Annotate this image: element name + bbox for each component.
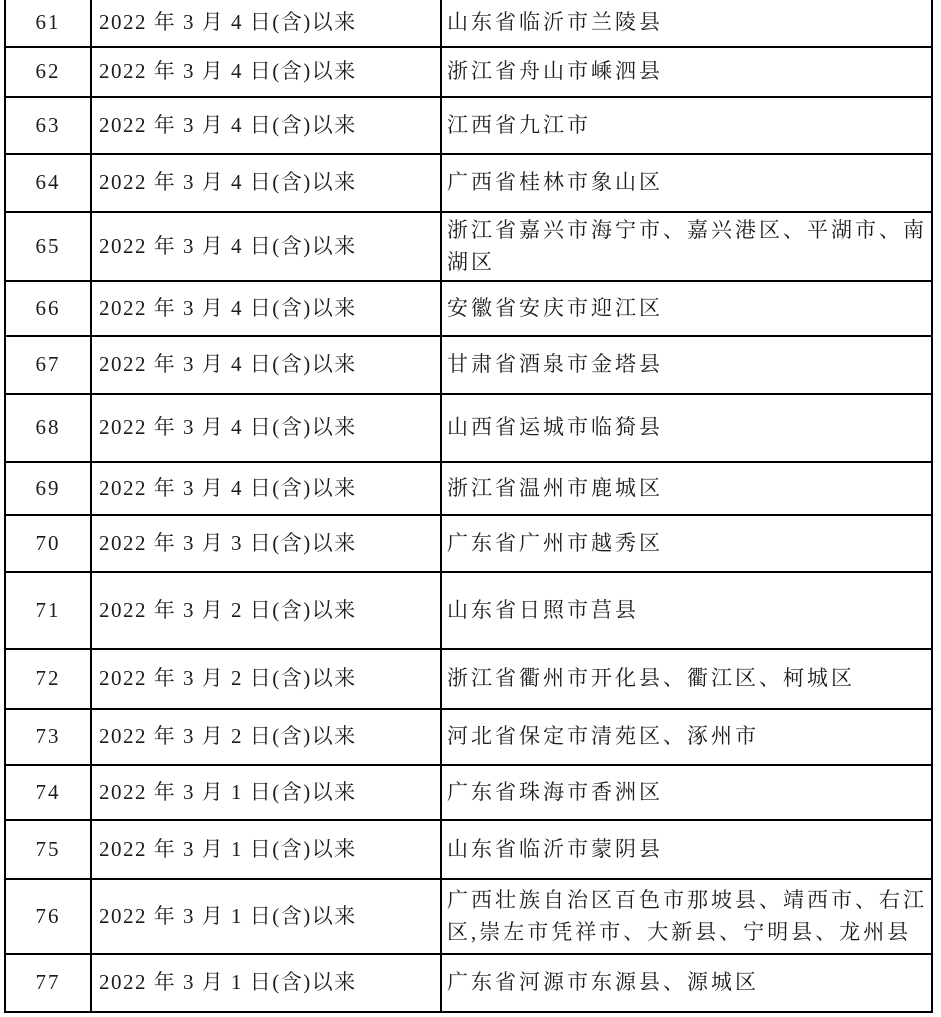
row-number-cell: 65	[6, 213, 92, 280]
location-text: 广东省广州市越秀区	[447, 530, 663, 555]
location-cell	[442, 48, 931, 96]
location-text: 广西省桂林市象山区	[447, 170, 663, 195]
location-cell	[442, 155, 931, 211]
date-cell: 2022 年 3 月 4 日(含)以来	[92, 463, 442, 514]
table-row	[6, 821, 931, 880]
row-number-cell: 63	[6, 98, 92, 153]
location-cell	[442, 821, 931, 878]
table-row	[6, 282, 931, 337]
date-cell: 2022 年 3 月 4 日(含)以来	[92, 213, 442, 280]
table-row	[6, 463, 931, 516]
date-cell: 2022 年 3 月 3 日(含)以来	[92, 516, 442, 571]
table-row	[6, 710, 931, 766]
location-cell	[442, 213, 931, 280]
table-row	[6, 880, 931, 955]
row-number-cell: 66	[6, 282, 92, 335]
date-cell: 2022 年 3 月 1 日(含)以来	[92, 880, 442, 953]
row-number-cell: 62	[6, 48, 92, 96]
table-row	[6, 48, 931, 98]
row-number-cell: 67	[6, 337, 92, 393]
date-cell: 2022 年 3 月 1 日(含)以来	[92, 821, 442, 878]
table-row	[6, 337, 931, 395]
location-cell	[442, 395, 931, 461]
row-number-cell: 73	[6, 710, 92, 764]
row-number-cell: 72	[6, 650, 92, 708]
location-cell	[442, 710, 931, 764]
location-cell	[442, 766, 931, 819]
date-cell: 2022 年 3 月 2 日(含)以来	[92, 573, 442, 648]
location-cell	[442, 650, 931, 708]
row-number-cell: 71	[6, 573, 92, 648]
location-text: 山西省运城市临猗县	[447, 415, 663, 440]
location-cell	[442, 880, 931, 953]
date-cell: 2022 年 3 月 4 日(含)以来	[92, 98, 442, 153]
location-cell	[442, 463, 931, 514]
table-row	[6, 573, 931, 650]
row-number-cell: 75	[6, 821, 92, 878]
table-row	[6, 213, 931, 282]
row-number-cell: 70	[6, 516, 92, 571]
table-row	[6, 516, 931, 573]
table-row	[6, 0, 931, 48]
location-cell	[442, 955, 931, 1011]
table-row	[6, 766, 931, 821]
location-text: 河北省保定市清苑区、涿州市	[447, 724, 759, 749]
date-cell: 2022 年 3 月 4 日(含)以来	[92, 337, 442, 393]
location-cell	[442, 98, 931, 153]
row-number-cell: 76	[6, 880, 92, 953]
date-cell: 2022 年 3 月 4 日(含)以来	[92, 48, 442, 96]
location-text: 浙江省嘉兴市海宁市、嘉兴港区、平湖市、南湖区	[447, 218, 927, 274]
location-text: 浙江省舟山市嵊泗县	[447, 59, 663, 84]
location-text: 广东省河源市东源县、源城区	[447, 970, 759, 995]
table-row	[6, 98, 931, 155]
table-row	[6, 395, 931, 463]
location-text: 广西壮族自治区百色市那坡县、靖西市、右江区,崇左市凭祥市、大新县、宁明县、龙州县	[447, 888, 927, 944]
row-number-cell: 68	[6, 395, 92, 461]
row-number-cell: 61	[6, 0, 92, 46]
date-cell: 2022 年 3 月 1 日(含)以来	[92, 955, 442, 1011]
location-cell	[442, 516, 931, 571]
location-text: 广东省珠海市香洲区	[447, 779, 663, 804]
table-row	[6, 155, 931, 213]
location-text: 甘肃省酒泉市金塔县	[447, 352, 663, 377]
location-cell	[442, 337, 931, 393]
date-cell: 2022 年 3 月 2 日(含)以来	[92, 710, 442, 764]
location-text: 山东省临沂市蒙阴县	[447, 836, 663, 861]
row-number-cell: 64	[6, 155, 92, 211]
table-row	[6, 650, 931, 710]
location-text: 江西省九江市	[447, 112, 591, 137]
date-cell: 2022 年 3 月 1 日(含)以来	[92, 766, 442, 819]
table-row	[6, 955, 931, 1013]
risk-area-table	[4, 0, 933, 1013]
location-text: 山东省临沂市兰陵县	[447, 10, 663, 35]
date-cell: 2022 年 3 月 4 日(含)以来	[92, 282, 442, 335]
date-cell: 2022 年 3 月 4 日(含)以来	[92, 395, 442, 461]
row-number-cell: 74	[6, 766, 92, 819]
row-number-cell: 77	[6, 955, 92, 1011]
location-text: 山东省日照市莒县	[447, 597, 639, 622]
location-cell	[442, 282, 931, 335]
location-cell	[442, 573, 931, 648]
row-number-cell: 69	[6, 463, 92, 514]
location-text: 浙江省衢州市开化县、衢江区、柯城区	[447, 666, 855, 691]
location-text: 安徽省安庆市迎江区	[447, 295, 663, 320]
date-cell: 2022 年 3 月 4 日(含)以来	[92, 0, 442, 46]
location-cell	[442, 0, 931, 46]
date-cell: 2022 年 3 月 4 日(含)以来	[92, 155, 442, 211]
location-text: 浙江省温州市鹿城区	[447, 475, 663, 500]
date-cell: 2022 年 3 月 2 日(含)以来	[92, 650, 442, 708]
